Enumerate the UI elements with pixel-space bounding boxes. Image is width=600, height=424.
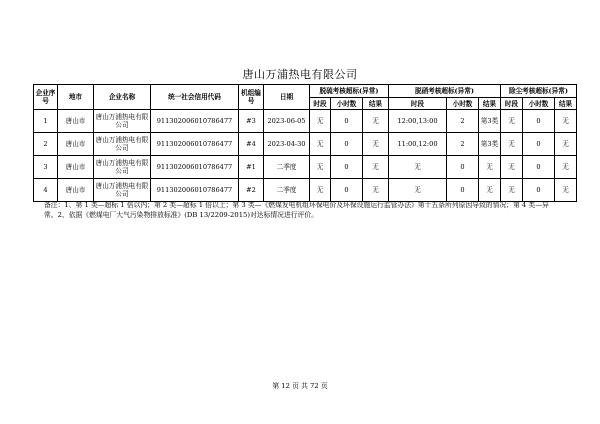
header-dust-hours: 小时数 (523, 98, 555, 110)
cell-credit-code: 911302006010786477 (151, 179, 239, 202)
header-city: 地市 (58, 85, 94, 110)
cell-dust-result: 无 (555, 156, 577, 179)
cell-date: 2023-04-30 (264, 133, 310, 156)
cell-city: 唐山市 (58, 133, 94, 156)
document-title: 唐山万浦热电有限公司 (242, 68, 358, 81)
cell-credit-code: 911302006010786477 (151, 110, 239, 133)
cell-city: 唐山市 (58, 179, 94, 202)
cell-company: 唐山万浦热电有限公司 (94, 156, 151, 179)
cell-so2-hours: 0 (331, 179, 363, 202)
cell-nox-result: 第3类 (479, 110, 501, 133)
cell-unit: #3 (239, 110, 264, 133)
cell-dust-period: 无 (501, 179, 523, 202)
emission-table (33, 84, 577, 202)
cell-dust-period: 无 (501, 110, 523, 133)
header-dust-removal: 除尘考核超标(异常) (501, 85, 577, 98)
cell-nox-hours: 2 (447, 110, 479, 133)
cell-seq: 1 (34, 110, 58, 133)
cell-dust-result: 无 (555, 110, 577, 133)
cell-dust-period: 无 (501, 156, 523, 179)
cell-seq: 4 (34, 179, 58, 202)
table-row (34, 179, 577, 202)
cell-unit: #4 (239, 133, 264, 156)
header-desulfurization: 脱硫考核超标(异常) (310, 85, 389, 98)
cell-dust-hours: 0 (523, 110, 555, 133)
cell-seq: 3 (34, 156, 58, 179)
cell-so2-period: 无 (310, 179, 331, 202)
cell-date: 2023-06-05 (264, 110, 310, 133)
cell-date: 二季度 (264, 156, 310, 179)
cell-so2-hours: 0 (331, 110, 363, 133)
cell-nox-result: 无 (479, 179, 501, 202)
page-number: 第 12 页 共 72 页 (272, 382, 328, 390)
cell-nox-result: 第3类 (479, 133, 501, 156)
cell-so2-period: 无 (310, 156, 331, 179)
cell-so2-result: 无 (363, 110, 389, 133)
header-dust-period: 时段 (501, 98, 523, 110)
header-nox-hours: 小时数 (447, 98, 479, 110)
header-credit-code: 统一社会信用代码 (151, 85, 239, 110)
header-so2-result: 结果 (363, 98, 389, 110)
cell-so2-hours: 0 (331, 156, 363, 179)
cell-dust-period: 无 (501, 133, 523, 156)
cell-company: 唐山万浦热电有限公司 (94, 110, 151, 133)
header-date: 日期 (264, 85, 310, 110)
table-row (34, 156, 577, 179)
header-unit: 机组编号 (239, 85, 264, 110)
table-note: 备注：1、第 1 类—超标 1 倍以内；第 2 类—超标 1 倍以上；第 3 类—《燃煤发电机组环保电价及环保设施运行监管办法》第十五条所列原因导致的情况；第 4 类—异常。2、依据《燃煤电厂大气污染物排放标准》(DB 13/2209-2015)对达标情况进行评价。 (44, 201, 549, 219)
header-company: 企业名称 (94, 85, 151, 110)
cell-dust-result: 无 (555, 133, 577, 156)
cell-so2-period: 无 (310, 133, 331, 156)
cell-dust-hours: 0 (523, 133, 555, 156)
cell-so2-result: 无 (363, 133, 389, 156)
cell-nox-period: 12:00,13:00 (389, 110, 447, 133)
cell-so2-result: 无 (363, 156, 389, 179)
header-nox-result: 结果 (479, 98, 501, 110)
cell-nox-hours: 0 (447, 179, 479, 202)
cell-company: 唐山万浦热电有限公司 (94, 133, 151, 156)
cell-nox-hours: 0 (447, 156, 479, 179)
header-so2-hours: 小时数 (331, 98, 363, 110)
cell-so2-hours: 0 (331, 133, 363, 156)
table-row (34, 133, 577, 156)
cell-nox-period: 11:00,12:00 (389, 133, 447, 156)
header-denitrification: 脱硝考核超标(异常) (389, 85, 501, 98)
cell-nox-period: 无 (389, 179, 447, 202)
header-dust-result: 结果 (555, 98, 577, 110)
cell-credit-code: 911302006010786477 (151, 156, 239, 179)
table-row (34, 110, 577, 133)
cell-so2-result: 无 (363, 179, 389, 202)
cell-dust-hours: 0 (523, 179, 555, 202)
cell-city: 唐山市 (58, 156, 94, 179)
cell-nox-hours: 2 (447, 133, 479, 156)
cell-nox-result: 无 (479, 156, 501, 179)
cell-so2-period: 无 (310, 110, 331, 133)
header-so2-period: 时段 (310, 98, 331, 110)
cell-unit: #2 (239, 179, 264, 202)
cell-seq: 2 (34, 133, 58, 156)
header-seq: 企业序号 (34, 85, 58, 110)
cell-nox-period: 无 (389, 156, 447, 179)
cell-dust-hours: 0 (523, 156, 555, 179)
cell-company: 唐山万浦热电有限公司 (94, 179, 151, 202)
cell-date: 二季度 (264, 179, 310, 202)
cell-unit: #1 (239, 156, 264, 179)
cell-city: 唐山市 (58, 110, 94, 133)
header-nox-period: 时段 (389, 98, 447, 110)
cell-credit-code: 911302006010786477 (151, 133, 239, 156)
cell-dust-result: 无 (555, 179, 577, 202)
